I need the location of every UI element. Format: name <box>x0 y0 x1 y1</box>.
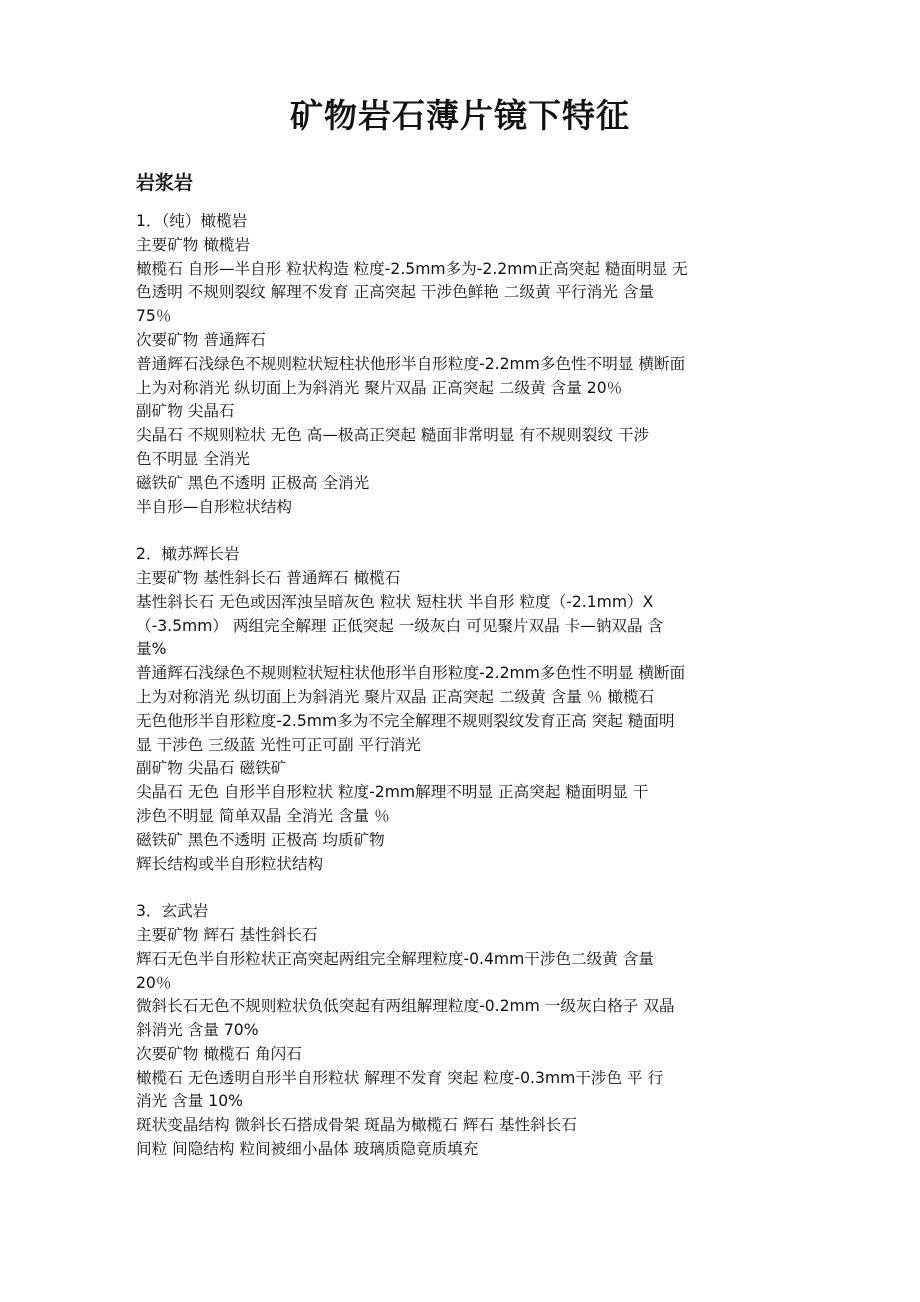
text-line: 尖晶石 无色 自形半自形粒状 粒度-2mm解理不明显 正高突起 糙面明显 干 <box>136 783 649 802</box>
document-body <box>136 210 782 1162</box>
text-line: 斑状变晶结构 微斜长石搭成骨架 斑晶为橄榄石 辉石 基性斜长石 <box>136 1116 577 1135</box>
text-line: 2．橄苏辉长岩 <box>136 545 240 564</box>
text-line: 上为对称消光 纵切面上为斜消光 聚片双晶 正高突起 二级黄 含量 ％ 橄榄石 <box>136 687 655 706</box>
text-line: （-3.5mm） 两组完全解理 正低突起 一级灰白 可见聚片双晶 卡—钠双晶 含 <box>136 616 664 635</box>
text-line: 显 干涉色 三级蓝 光性可正可副 平行消光 <box>136 735 421 754</box>
text-line: 次要矿物 普通辉石 <box>136 330 266 349</box>
text-line: 副矿物 尖晶石 磁铁矿 <box>136 759 287 778</box>
text-line: 基性斜长石 无色或因浑浊呈暗灰色 粒状 短柱状 半自形 粒度（-2.1mm）X <box>136 592 654 611</box>
blank-line <box>136 876 782 900</box>
text-line: 上为对称消光 纵切面上为斜消光 聚片双晶 正高突起 二级黄 含量 20％ <box>136 378 623 397</box>
text-line: 斜消光 含量 70% <box>136 1021 259 1040</box>
text-line: 橄榄石 自形—半自形 粒状构造 粒度-2.5mm多为-2.2mm正高突起 糙面明显 无 <box>136 259 688 278</box>
text-line: 尖晶石 不规则粒状 无色 高—极高正突起 糙面非常明显 有不规则裂纹 干涉 <box>136 426 650 445</box>
text-line: 副矿物 尖晶石 <box>136 402 235 421</box>
text-line: 主要矿物 橄榄岩 <box>136 235 251 254</box>
section-heading: 岩浆岩 <box>136 172 194 194</box>
text-line: 涉色不明显 简单双晶 全消光 含量 ％ <box>136 806 390 825</box>
blank-line <box>136 519 782 543</box>
text-line: 3．玄武岩 <box>136 902 209 921</box>
text-line: 间粒 间隐结构 粒间被细小晶体 玻璃质隐竟质填充 <box>136 1140 479 1159</box>
text-line: 微斜长石无色不规则粒状负低突起有两组解理粒度-0.2mm 一级灰白格子 双晶 <box>136 997 675 1016</box>
text-line: 无色他形半自形粒度-2.5mm多为不完全解理不规则裂纹发育正高 突起 糙面明 <box>136 711 675 730</box>
text-line: 磁铁矿 黑色不透明 正极高 均质矿物 <box>136 830 385 849</box>
text-line: 20％ <box>136 973 172 992</box>
text-line: 普通辉石浅绿色不规则粒状短柱状他形半自形粒度-2.2mm多色性不明显 横断面 <box>136 354 686 373</box>
text-line: 消光 含量 10% <box>136 1092 243 1111</box>
text-line: 主要矿物 基性斜长石 普通辉石 橄榄石 <box>136 568 401 587</box>
text-line: 75％ <box>136 307 172 326</box>
text-line: 色透明 不规则裂纹 解理不发育 正高突起 干涉色鲜艳 二级黄 平行消光 含量 <box>136 283 655 302</box>
text-line: 主要矿物 辉石 基性斜长石 <box>136 925 318 944</box>
text-line: 橄榄石 无色透明自形半自形粒状 解理不发育 突起 粒度-0.3mm干涉色 平 行 <box>136 1068 664 1087</box>
text-line: 色不明显 全消光 <box>136 449 251 468</box>
text-line: 辉石无色半自形粒状正高突起两组完全解理粒度-0.4mm干涉色二级黄 含量 <box>136 949 654 968</box>
text-line: 辉长结构或半自形粒状结构 <box>136 854 324 873</box>
text-line: 量% <box>136 640 167 659</box>
text-line: 1．（纯）橄榄岩 <box>136 212 248 230</box>
text-line: 半自形—自形粒状结构 <box>136 497 292 516</box>
page-title: 矿物岩石薄片镜下特征 <box>290 96 630 135</box>
text-line: 次要矿物 橄榄石 角闪石 <box>136 1044 302 1063</box>
text-line: 磁铁矿 黑色不透明 正极高 全消光 <box>136 473 370 492</box>
text-line: 普通辉石浅绿色不规则粒状短柱状他形半自形粒度-2.2mm多色性不明显 横断面 <box>136 664 686 683</box>
